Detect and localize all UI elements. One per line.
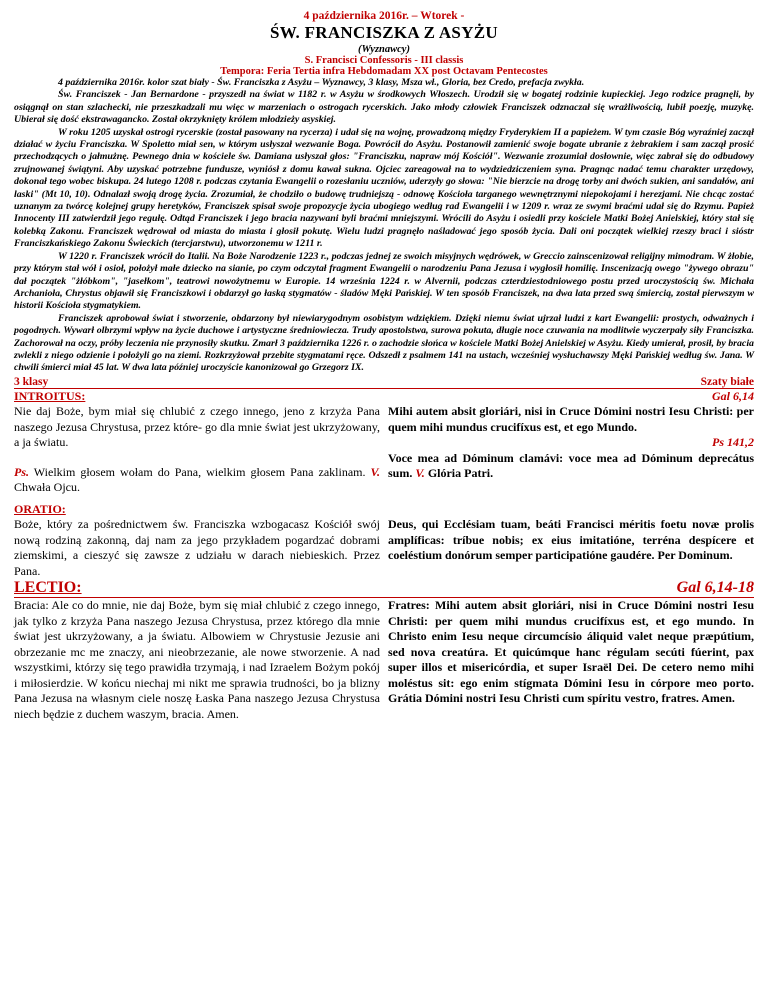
- psalm-text-latin: Voce mea ad Dóminum clamávi: voce mea ad Dóminum deprecátus sum.: [388, 450, 754, 481]
- class-row: [14, 376, 754, 389]
- lectio-header: [14, 579, 754, 598]
- vestments-label: Szaty białe: [700, 375, 754, 388]
- lectio-polish: [14, 598, 380, 722]
- bio-paragraph: Św. Franciszek - Jan Bernardone - przyszedł na świat w 1182 r. w Asyżu w środkowych Włoszech. Urodził się w bogatej rodzinie kupieckiej. Jego rodzice pragnęli, by osiągnął on stan szlachecki, nie przeszkadzali mu więc w marzeniach o ostrogach rycerskich. Jako młody człowiek Franciszek odznaczał się wrażliwością, lubił poezję, muzykę. Ubierał się dość ekstrawagancko. Został okrzyknięty królem młodzieży asyskiej.: [14, 89, 754, 126]
- psalm-label: Ps.: [14, 464, 29, 479]
- biography: [14, 77, 754, 375]
- psalm-text-la: [388, 451, 754, 482]
- oratio-polish: [14, 502, 380, 580]
- bio-intro: 4 października 2016r. kolor szat biały - Św. Franciszka z Asyżu – Wyznawcy, 3 klasy, Msza wł., Gloria, bez Credo, prefacja zwykła.: [58, 77, 585, 88]
- versicle-label: V.: [415, 466, 425, 481]
- psalm-text-pl: [14, 465, 380, 496]
- oratio-text-pl: Boże, który za pośrednictwem św. Franciszka wzbogacasz Kościół swój nową rodziną zakonną, daj nam za jego przykładem pogardzać dobrami ziemskimi, a cieszyć się zawsze z udziału w darach niebieskich. Przez Pana.: [14, 517, 380, 578]
- lectio-ref: Gal 6,14-18: [676, 579, 754, 597]
- psalm-ref: Ps 141,2: [712, 435, 754, 450]
- oratio-section: [14, 502, 754, 580]
- gloria-text-latin: Glória Patri.: [424, 466, 494, 481]
- missal-page: [14, 0, 754, 722]
- header-saint-latin: S. Francisci Confessoris - III classis: [304, 55, 464, 66]
- lectio-section: [14, 598, 754, 722]
- introit-text-pl: Nie daj Boże, bym miał się chlubić z czego innego, jeno z krzyża Pana naszego Jezusa Chrystusa, przez które- go dla mnie świat jest ukrzyżowany, a ja światu.: [14, 404, 380, 450]
- introit-ref: Gal 6,14: [712, 388, 754, 403]
- oratio-text-la: Deus, qui Ecclésiam tuam, beáti Francisci méritis foetu novæ prolis amplíficas: tríbue nobis; ex eius imitatióne, terréna despícere et coeléstium donórum semper participatióne gaudére. Per Dominum.: [388, 517, 754, 563]
- bio-paragraph: W 1220 r. Franciszek wrócił do Italii. Na Boże Narodzenie 1223 r., podczas jednej ze swoich misyjnych wędrówek, w Greccio zainscenizował religijny mimodram. W żłobie, przy którym stał wół i osioł, położył małe dziecko na sianie, po czym odczytał fragment Ewangelii o narodzeniu Pana Jezusa i wygłosił homilię. Inscenizacją owego "żywego obrazu" dał początek "żłóbkom", "jasełkom", teatrowi nowożytnemu w Europie. 14 września 1224 r. w Alvernii, podczas czterdziestodniowego postu przed uroczystością św. Michała Archanioła, Chrystus objawił się Franciszkowi i obdarzył go łaską stygmatów - śladów Męki Pańskiej. W ten sposób Franciszek, na dwa lata przed swą śmiercią, został pierwszym w historii Kościoła stygmatykiem.: [14, 250, 754, 312]
- class-label: 3 klasy: [14, 375, 49, 388]
- header-date: 4 października 2016r. – Wtorek -: [303, 10, 465, 22]
- introit-latin: [388, 389, 754, 496]
- bio-paragraph: W roku 1205 uzyskał ostrogi rycerskie (został pasowany na rycerza) i udał się na wojnę, prowadzoną między Fryderykiem II a papieżem. W tym czasie Bóg wyraźniej zaczął działać w życiu Franciszka. W Spoletto miał sen, w którym usłyszał wezwanie Boga. Powrócił do Asyżu. Postanowił zamienić swoje bogate ubranie z żebrakiem i sam zaczął prosić przechodzących o jałmużnę. Pewnego dnia w kościele św. Damiana usłyszał głos: "Franciszku, napraw mój Kościół". Wezwanie zrozumiał dosłownie, więc zabrał się do odbudowy zrujnowanej świątyni. Aby uzyskać potrzebne fundusze, wyniósł z domu kawał sukna. Ojciec zareagował na to wydziedziczeniem syna. Pragnąc nadać temu charakter urzędowy, dokonał tego wobec biskupa. 24 lutego 1208 r. podczas czytania Ewangelii o rozesłaniu uczniów, uderzyły go słowa: "Nie bierzcie na drogę torby ani dwóch sukien, ani sandałów, ani laski" (Mt 10, 10). Odnalazł swoją drogę życia. Zrozumiał, że chodziło o budowę trudniejszą - odnowę Kościoła targanego wewnętrznymi niepokojami i herezjami. Nie chcąc zostać uznanym za twórcę kolejnej grupy heretyków, Franciszek spisał swoje propozycje życia ubogiego według rad Ewangelii i w 1209 r. wraz ze swymi braćmi udał się do Rzymu. Papież Innocenty III zatwierdził jego regułę. Odtąd Franciszek i jego bracia nazywani byli braćmi mniejszymi. Wrócili do Asyżu i osiedli przy kościele Matki Bożej Anielskiej, który stał się kolebką Zakonu. Franciszek wędrował od miasta do miasta i głosił pokutę. Wielu ludzi pragnęło naśladować jego sposób życia. Dali oni początek wielkiej rzeszy braci i sióstr Franciszkańskiego Zakonu Świeckich (tercjarstwu), utworzonemu w 1211 r.: [14, 126, 754, 250]
- lectio-latin: [388, 598, 754, 722]
- introit-label: INTROITUS:: [14, 388, 86, 403]
- introit-polish: [14, 389, 380, 496]
- introit-section: [14, 389, 754, 496]
- page-title: ŚW. FRANCISZKA Z ASYŻU: [270, 23, 498, 42]
- header-tempora: Tempora: Feria Tertia infra Hebdomadam XX post Octavam Pentecostes: [220, 66, 548, 77]
- introit-text-la: Mihi autem absit gloriári, nisi in Cruce Dómini nostri Iesu Christi: per quem mihi mundus crucifíxus est, et ego Mundo.: [388, 404, 754, 434]
- psalm-text: Wielkim głosem wołam do Pana, wielkim głosem Pana zaklinam.: [29, 464, 371, 479]
- gloria-text: Chwała Ojcu.: [14, 480, 80, 495]
- lectio-label: LECTIO:: [14, 579, 82, 597]
- lectio-text-pl: Bracia: Ale co do mnie, nie daj Boże, bym się miał chlubić z czego innego, jak tylko z krzyża Pana naszego Jezusa Chrystusa, przez którego dla mnie świat jest ukrzyżowany, a ja światu. Albowiem w Chrystusie Jezusie ani obrzezanie mc me znaczy, ani nieobrzezanie, ale nowe stworzenie. A nad wszystkimi, którzy się tego prawidła trzymają, i nad Izraelem Bożym pokój i miłosierdzie. W końcu niechaj mi nikt me sprawia trudności, bo ja blizny Pana Jezusa na własnym ciele noszę Łaska Pana naszego Jezusa Chrystusa niech będzie z duchem waszym, bracia. Amen.: [14, 598, 380, 721]
- oratio-label: ORATIO:: [14, 501, 66, 516]
- header-rank: (Wyznawcy): [358, 44, 410, 55]
- oratio-latin: [388, 502, 754, 580]
- bio-paragraph: Franciszek aprobował świat i stworzenie, obdarzony był niewiarygodnym osobistym wdziękiem. Dzięki niemu świat ujrzał ludzi z kart Ewangelii: prostych, odważnych i pogodnych. Wywarł olbrzymi wpływ na życie duchowe i artystyczne średniowiecza. Trudy apostolstwa, surowa pokuta, długie noce czuwania na modlitwie wyczerpały siły Franciszka. Zachorował na oczy, próby leczenia nie przynosiły skutku. Zmarł 3 października 1226 r. o zachodzie słońca w kościele Matki Bożej Anielskiej w Asyżu. Kiedy umierał, prosił, by bracia zwlekli z niego odzienie i położyli go na ziemi. Rozkrzyżował przebite stygmatami ręce. Odszedł z psalmem 141 na ustach, wcześniej wysłuchawszy Męki Pańskiej według św. Jana. W chwili śmierci miał 45 lat. W dwa lata później uroczyście kanonizował go Grzegorz IX.: [14, 312, 754, 374]
- lectio-text-la: Fratres: Mihi autem absit gloriári, nisi in Cruce Dómini nostri Iesu Christi: per quem mihi mundus crucifíxus est, et ego mundo. In Christo enim Iesu neque circumcísio áliquid valet neque præpútium, sed nova creatúra. Et quicúmque hanc régulam secúti fúerint, pax super illos et misericórdia, et super Israël Dei. De cetero nemo mihi moléstus sit: ego enim stígmata Dómini Iesu in córpore meo porto. Grátia Dómini nostri Iesu Christi cum spíritu vestro, fratres. Amen.: [388, 598, 754, 706]
- versicle-label: V.: [370, 464, 380, 479]
